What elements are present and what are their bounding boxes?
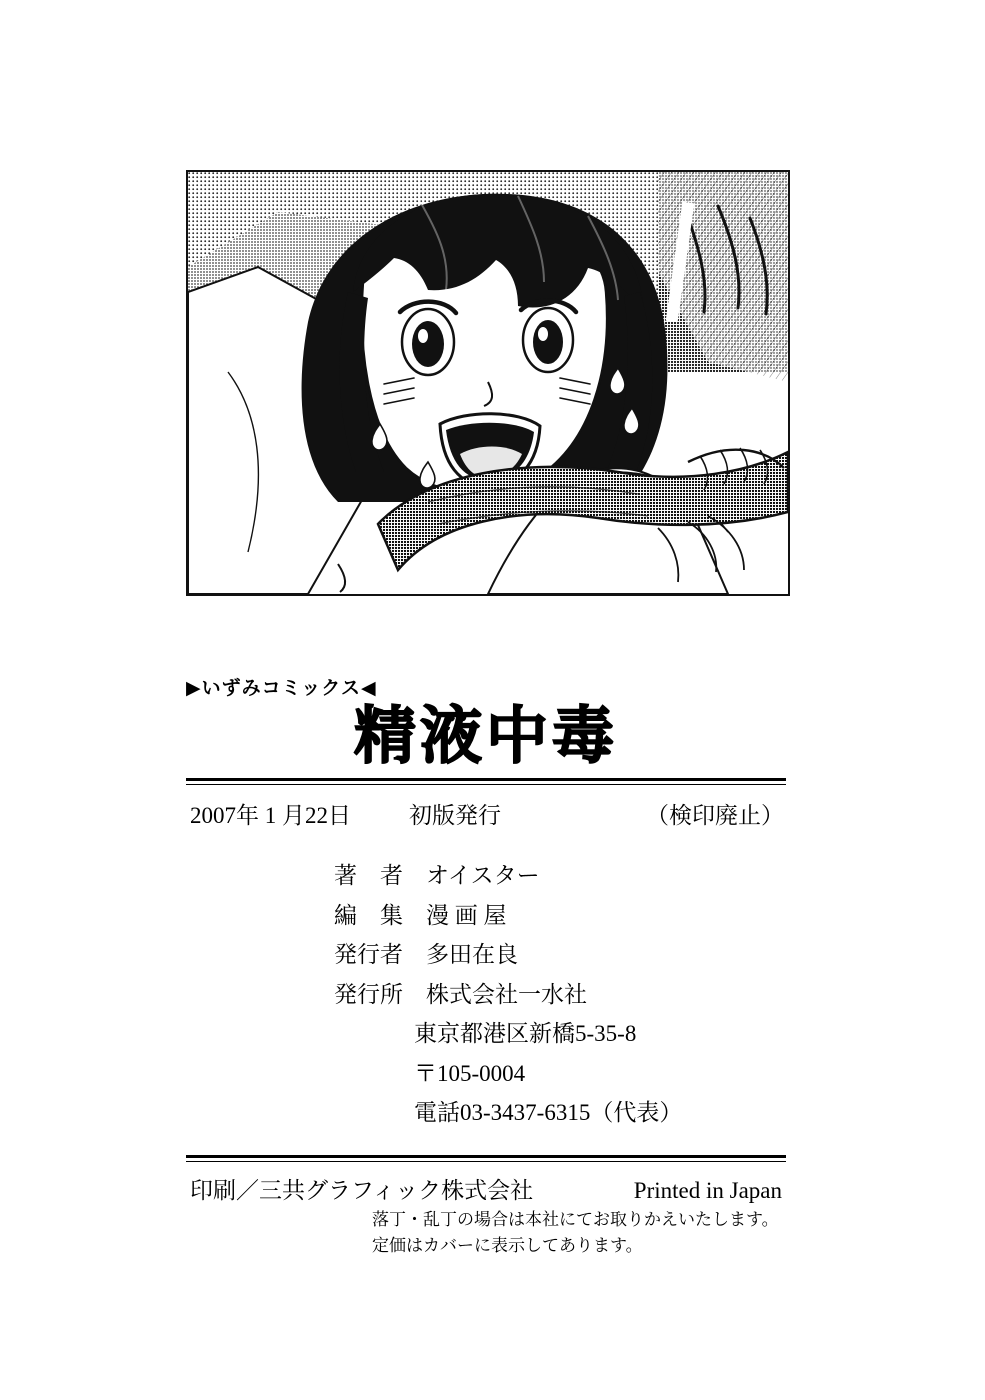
credit-value: 電話03-3437-6315（代表） xyxy=(414,1100,683,1126)
divider-bottom-thick xyxy=(186,1155,786,1158)
credit-row xyxy=(186,856,786,896)
colophon-block xyxy=(186,678,786,1260)
credit-value: 多田在良 xyxy=(426,942,518,968)
credit-row xyxy=(186,896,786,936)
edition-label: 初版発行 xyxy=(409,802,501,828)
footer-notes xyxy=(186,1205,786,1260)
credit-value: 〒105-0004 xyxy=(414,1060,526,1086)
series-label: ▶いずみコミックス◀ xyxy=(186,677,377,699)
publication-date: 2007年 1 月22日 xyxy=(190,802,351,828)
credit-value: 漫 画 屋 xyxy=(426,902,507,928)
credit-label: 発行者 xyxy=(334,942,403,968)
credit-value: オイスター xyxy=(426,862,540,888)
seal-note: （検印廃止） xyxy=(646,802,784,828)
credit-label: 編 集 xyxy=(334,902,403,928)
credit-label: 著 者 xyxy=(334,862,403,888)
printed-in-japan: Printed in Japan xyxy=(633,1177,782,1203)
publication-date-row xyxy=(186,785,786,842)
credit-label: 発行所 xyxy=(334,981,403,1007)
footer-note: 落丁・乱丁の場合は本社にてお取りかえいたします。 xyxy=(372,1209,779,1229)
printer-name: 印刷／三共グラフィック株式会社 xyxy=(190,1177,534,1203)
manga-panel-illustration xyxy=(188,172,788,594)
footer-note: 定価はカバーに表示してあります。 xyxy=(372,1236,643,1256)
credit-value: 東京都港区新橋5-35-8 xyxy=(414,1021,637,1047)
divider-bottom-group xyxy=(186,1155,786,1162)
divider-top-thick xyxy=(186,778,786,781)
credit-row xyxy=(186,935,786,975)
credit-row xyxy=(186,975,786,1015)
credits-list xyxy=(186,842,786,1141)
illustration-panel xyxy=(186,170,790,596)
credit-row xyxy=(186,1014,786,1054)
printer-row xyxy=(186,1162,786,1205)
book-title: 精液中毒 xyxy=(353,698,618,772)
credit-value: 株式会社一水社 xyxy=(426,981,587,1007)
credit-row xyxy=(186,1054,786,1094)
credit-row xyxy=(186,1093,786,1133)
